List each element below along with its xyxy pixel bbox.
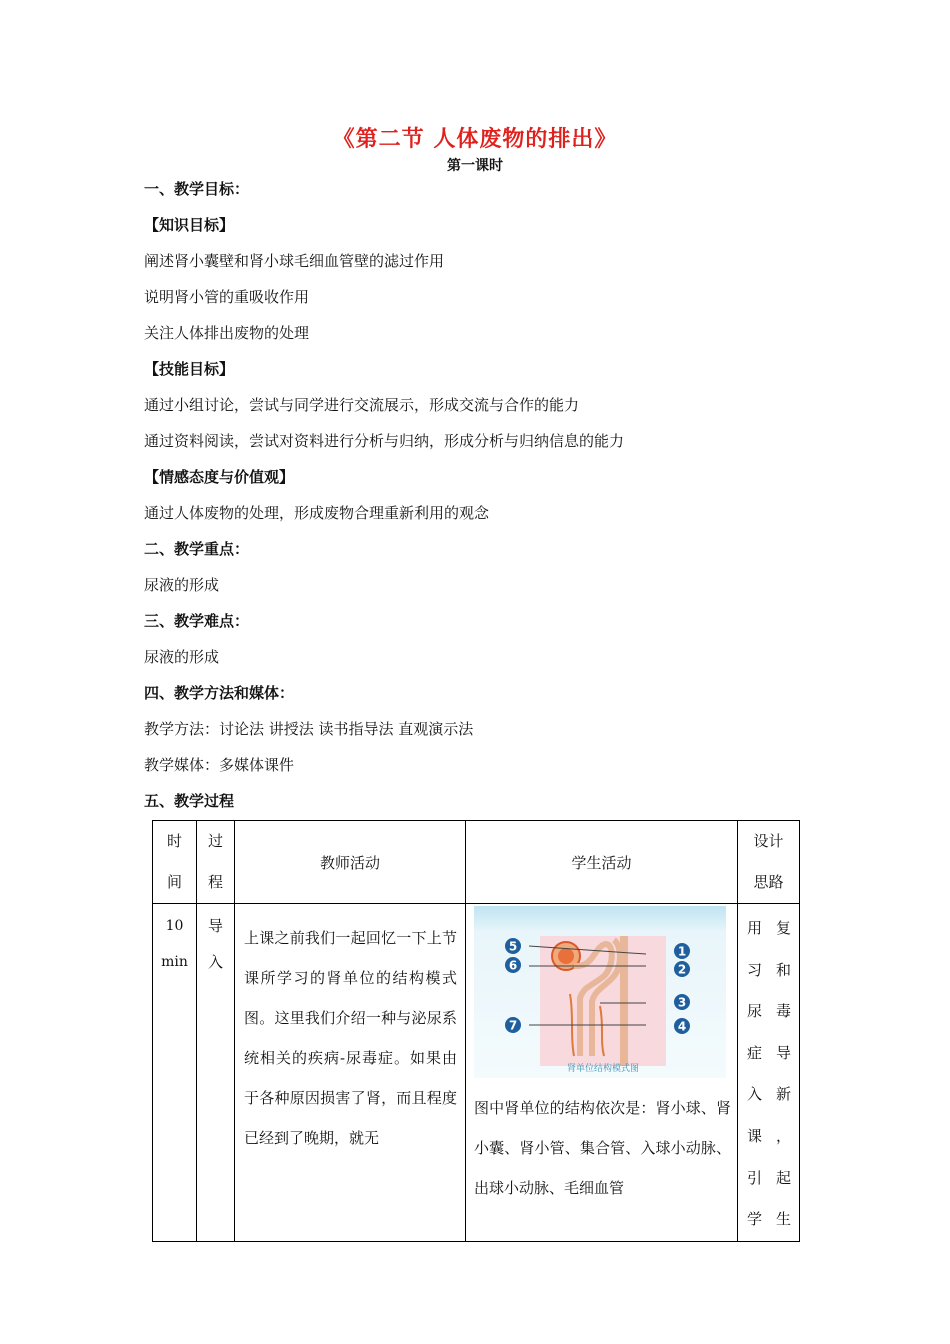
header-time-line: 间 xyxy=(166,873,182,891)
header-design-line: 思路 xyxy=(753,873,784,891)
design-line xyxy=(747,1074,791,1116)
design-line xyxy=(747,908,791,950)
knowledge-item: 关注人体排出废物的处理 xyxy=(144,324,310,342)
design-char: 导 xyxy=(775,1043,791,1062)
attitude-item: 通过人体废物的处理，形成废物合理重新利用的观念 xyxy=(144,504,490,522)
attitude-heading: 【情感态度与价值观】 xyxy=(144,468,295,486)
design-char: 起 xyxy=(775,1168,791,1187)
skill-heading: 【技能目标】 xyxy=(144,360,235,378)
row-student-activity xyxy=(466,904,738,1242)
knowledge-item: 阐述肾小囊壁和肾小球毛细血管壁的滤过作用 xyxy=(144,252,445,270)
design-char: 学 xyxy=(747,1210,763,1229)
design-char: 入 xyxy=(747,1085,763,1104)
header-teacher: 教师活动 xyxy=(235,821,466,904)
design-line xyxy=(747,1116,791,1158)
badge-2 xyxy=(674,961,690,977)
row-time xyxy=(153,904,197,1242)
design-char: 习 xyxy=(747,960,763,979)
student-activity-text: 图中肾单位的结构依次是：肾小球、肾小囊、肾小管、集合管、入球小动脉、出球小动脉、毛细血管 xyxy=(474,1099,731,1197)
objectives-heading: 一、教学目标： xyxy=(144,180,250,198)
document-title: 《第二节 人体废物的排出》 xyxy=(332,127,618,152)
process-table xyxy=(152,820,800,1242)
badge-6 xyxy=(505,957,521,973)
nephron-diagram xyxy=(474,906,726,1078)
badge-number: 7 xyxy=(508,1018,518,1033)
badge-number: 2 xyxy=(677,962,687,977)
skill-item: 通过资料阅读，尝试对资料进行分析与归纳，形成分析与归纳信息的能力 xyxy=(144,432,625,450)
badge-1 xyxy=(674,943,690,959)
badge-number: 3 xyxy=(677,995,687,1010)
badge-number: 6 xyxy=(508,958,518,973)
skill-item: 通过小组讨论，尝试与同学进行交流展示，形成交流与合作的能力 xyxy=(144,396,580,414)
table-row xyxy=(153,904,800,1242)
header-design-line: 设计 xyxy=(753,832,784,850)
row-stage xyxy=(197,904,235,1242)
difficulty-heading: 三、教学难点： xyxy=(144,612,250,630)
glomerulus-core xyxy=(558,948,574,964)
design-line xyxy=(747,1199,791,1241)
knowledge-heading: 【知识目标】 xyxy=(144,216,235,234)
difficulty-item: 尿液的形成 xyxy=(144,648,220,666)
process-heading: 五、教学过程 xyxy=(144,792,235,810)
header-design xyxy=(738,821,800,904)
document-subtitle: 第一课时 xyxy=(447,158,503,174)
design-char: 尿 xyxy=(747,1002,763,1021)
design-char: 课 xyxy=(747,1126,763,1145)
row-time-line: 10 xyxy=(165,918,184,934)
design-char: 生 xyxy=(775,1210,791,1229)
header-stage xyxy=(197,821,235,904)
design-char: 新 xyxy=(775,1085,791,1104)
row-stage-line: 入 xyxy=(207,953,223,971)
design-line xyxy=(747,1033,791,1075)
design-line xyxy=(747,950,791,992)
key-heading: 二、教学重点： xyxy=(144,540,250,558)
badge-3 xyxy=(674,994,690,1010)
design-char: 复 xyxy=(775,919,791,937)
header-stage-line: 过 xyxy=(207,832,223,850)
diagram-caption: 肾单位结构模式图 xyxy=(566,1064,640,1074)
badge-number: 1 xyxy=(677,944,687,959)
header-time-line: 时 xyxy=(166,832,182,850)
design-char: 毒 xyxy=(775,1002,791,1021)
design-char: ， xyxy=(775,1126,791,1145)
header-stage-line: 程 xyxy=(207,873,223,891)
table-header-row xyxy=(153,821,800,904)
row-design xyxy=(738,904,800,1242)
row-stage-line: 导 xyxy=(207,917,223,935)
method-item: 教学方法：讨论法 讲授法 读书指导法 直观演示法 xyxy=(144,720,474,738)
badge-7 xyxy=(505,1017,521,1033)
design-char: 症 xyxy=(747,1043,763,1062)
design-lines xyxy=(747,908,791,1241)
key-item: 尿液的形成 xyxy=(144,576,220,594)
knowledge-item: 说明肾小管的重吸收作用 xyxy=(144,288,310,306)
design-line xyxy=(747,991,791,1033)
badge-5 xyxy=(505,938,521,954)
design-char: 和 xyxy=(775,960,791,979)
row-time-line: min xyxy=(161,954,188,970)
design-line xyxy=(747,1158,791,1200)
method-heading: 四、教学方法和媒体： xyxy=(144,684,295,702)
design-char: 用 xyxy=(747,919,763,937)
media-item: 教学媒体：多媒体课件 xyxy=(144,756,295,774)
header-student: 学生活动 xyxy=(466,821,738,904)
header-time xyxy=(153,821,197,904)
badge-number: 4 xyxy=(677,1019,687,1034)
row-teacher-activity: 上课之前我们一起回忆一下上节课所学习的肾单位的结构模式图。这里我们介绍一种与泌尿系统相关的疾病-尿毒症。如果由于各种原因损害了肾，而且程度已经到了晚期，就无 xyxy=(235,904,466,1242)
design-char: 引 xyxy=(747,1168,763,1187)
badge-number: 5 xyxy=(508,939,518,954)
badge-4 xyxy=(674,1018,690,1034)
